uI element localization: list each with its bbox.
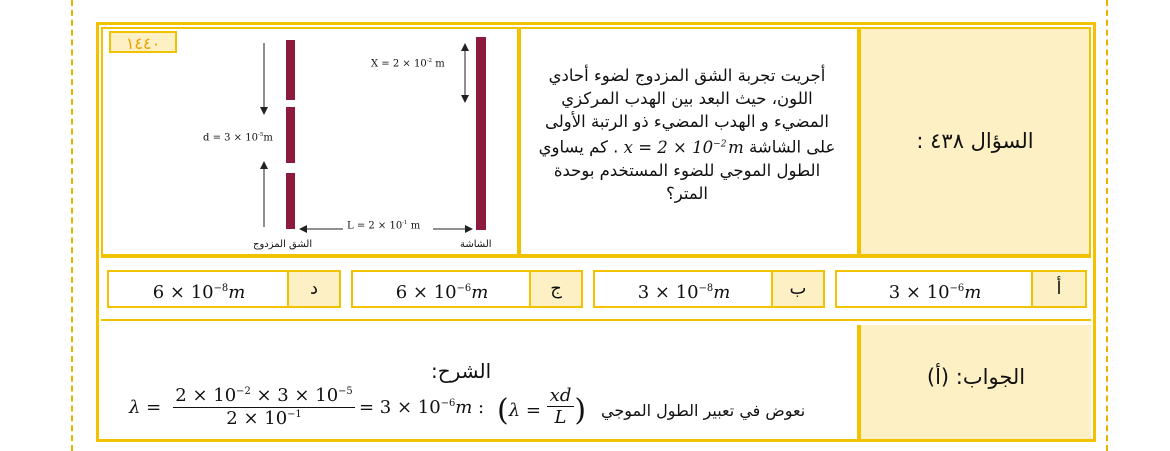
diagram-cell — [101, 27, 519, 256]
option-a[interactable] — [835, 270, 1087, 308]
x-distance-label: $X = 2 \times 10^{-2}$ m — [371, 58, 445, 70]
explanation-formula-line — [129, 385, 849, 435]
slit-bar-top — [286, 40, 295, 100]
slit-bar-middle — [286, 107, 295, 163]
option-b-letter: ب — [771, 272, 823, 306]
option-d-letter: د — [287, 272, 339, 306]
option-b[interactable] — [593, 270, 825, 308]
wavelength-formula: (λ = $\frac{xd}{L}$ ) — [497, 384, 587, 428]
option-c[interactable] — [351, 270, 583, 308]
question-text: أجريت تجربة الشق المزدوج لضوء أحادي اللون، حيث البعد بين الهدب المركزي المضيء و الهدب المضيء ذو الرتبة الأولى على الشاشة $x = 2 \times 10^{-2}$ m . كم يساوي الطول الموجي للضوء المستخدم بوحدة المتر؟ — [538, 66, 836, 203]
option-c-letter: ج — [529, 272, 581, 306]
left-dashed-guide — [71, 0, 73, 451]
screen-distance-label: $L = 2 \times 10^{-1}$ m — [347, 220, 421, 232]
option-d-value: $6 \times 10^{-8}m$ — [152, 282, 246, 303]
double-slit-diagram — [103, 29, 521, 258]
answer-label: الجواب: (أ) — [926, 365, 1026, 389]
screen-caption: الشاشة — [460, 239, 492, 250]
option-b-value: $3 \times 10^{-8}m$ — [637, 282, 731, 303]
page-number-badge: ١٤٤٠ — [109, 31, 177, 53]
slit-bar-bottom — [286, 173, 295, 229]
incident-arrow-top — [260, 43, 268, 115]
question-number: السؤال ٤٣٨ : — [916, 129, 1034, 153]
double-slit-caption: الشق المزدوج — [253, 239, 313, 250]
screen-bar — [476, 37, 486, 230]
question-card — [96, 22, 1096, 442]
calc-lambda: λ = — [129, 397, 162, 418]
question-label-cell — [859, 27, 1091, 256]
explanation-cell — [101, 325, 859, 439]
calc-result: = $3 \times 10^{-6}m$ : — [359, 397, 485, 418]
right-dashed-guide — [1106, 0, 1108, 451]
option-d[interactable] — [107, 270, 341, 308]
calc-fraction: $2 \times 10^{-2} \times 3 \times 10^{-5}$ $2 \times 10^{-1}$ — [173, 385, 355, 429]
option-a-value: $3 \times 10^{-6}m$ — [888, 282, 982, 303]
answer-label-cell — [859, 325, 1091, 439]
explanation-title: الشرح: — [431, 359, 492, 383]
options-row — [101, 256, 1091, 321]
incident-arrow-bottom — [260, 161, 268, 227]
question-text-cell — [519, 27, 859, 256]
option-a-letter: أ — [1031, 272, 1085, 306]
explanation-text: نعوض في تعبير الطول الموجي — [601, 401, 806, 420]
slit-separation-label: $d = 3 \times 10^{-5}m$ — [203, 132, 273, 144]
x-arrow — [461, 43, 469, 103]
option-c-value: $6 \times 10^{-6}m$ — [395, 282, 489, 303]
